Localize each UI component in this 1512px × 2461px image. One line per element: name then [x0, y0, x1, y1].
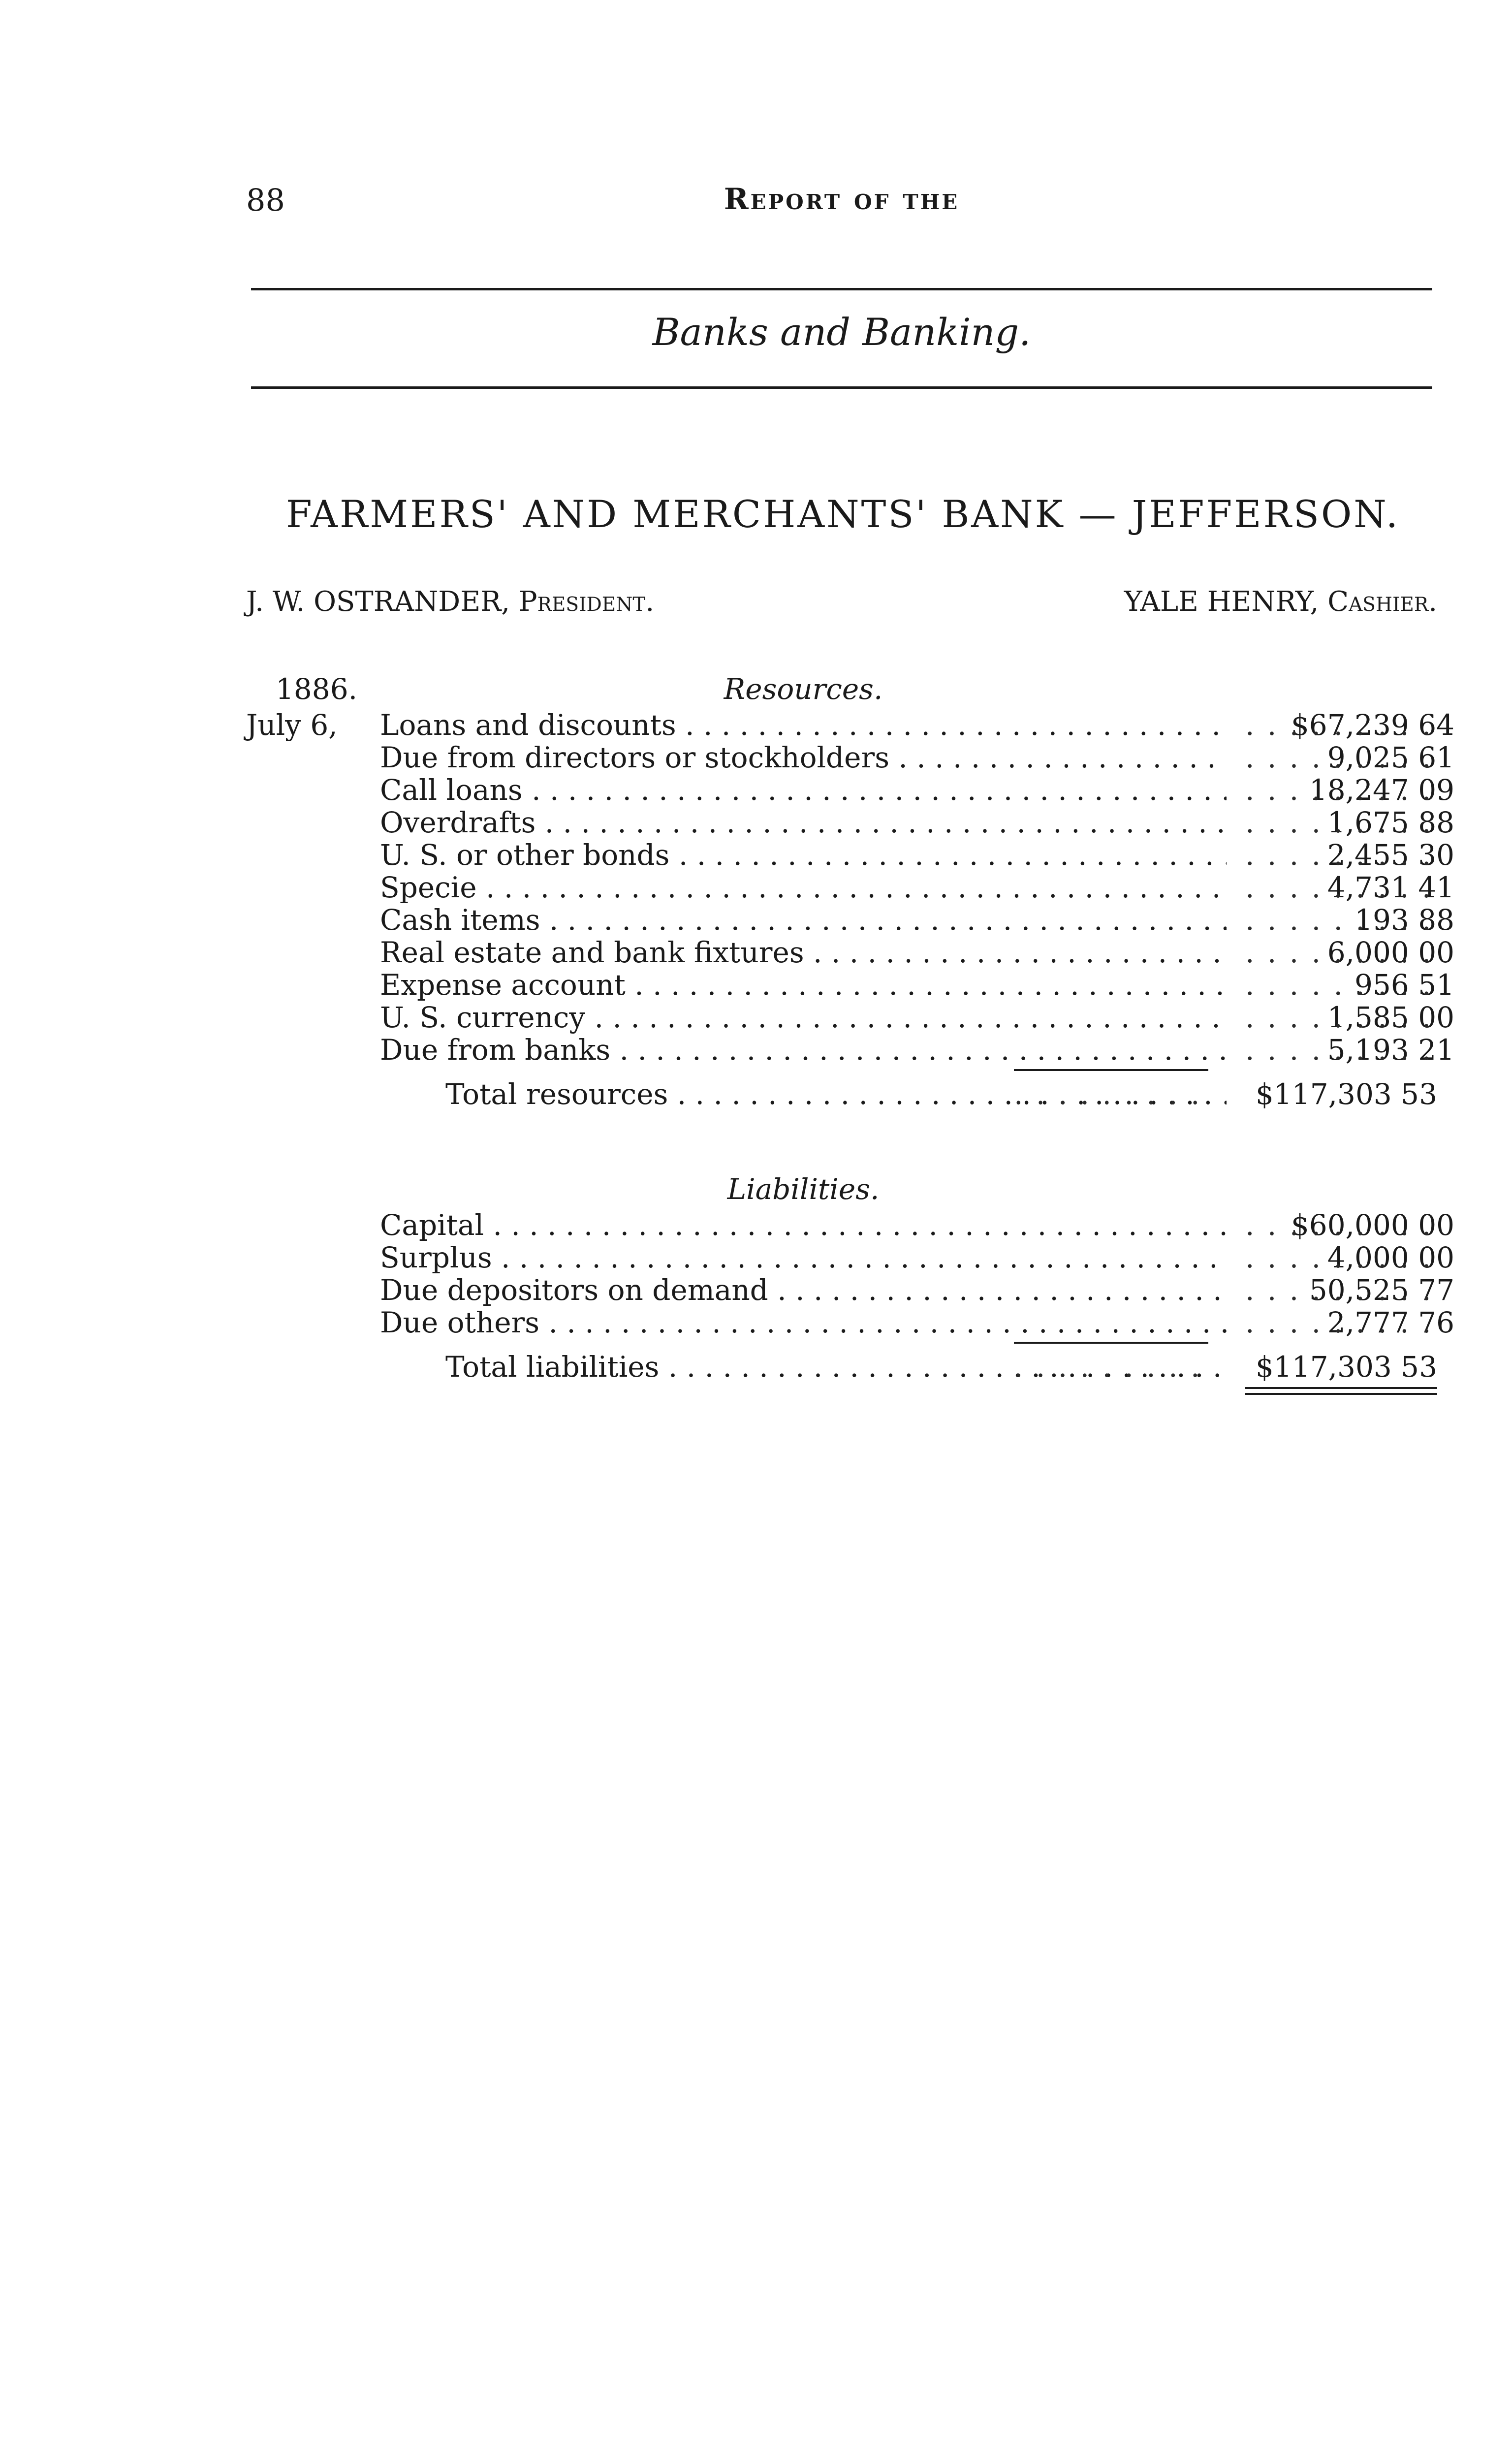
- dot-leader: [1245, 871, 1437, 904]
- liability-label: Capital . . .: [380, 1209, 1227, 1241]
- resource-label: Specie . . .: [380, 871, 1227, 904]
- resource-label: Due from directors or stockholders . . .: [380, 741, 1227, 774]
- resource-label: Cash items . . .: [380, 904, 1227, 936]
- total-resources-label: Total resources . . .: [445, 1078, 1227, 1110]
- total-liabilities-row: [246, 1351, 1437, 1383]
- resources-heading: Resources.: [724, 672, 883, 706]
- dot-leader: [1245, 774, 1437, 806]
- resource-amount: 5,193 21: [1327, 1033, 1454, 1067]
- header-rule-top: [251, 288, 1432, 290]
- officers-line: [246, 586, 1437, 625]
- dot-leader: [1245, 904, 1437, 936]
- cashier-name: YALE HENRY,: [1124, 586, 1319, 618]
- resource-amount: 193 88: [1354, 903, 1454, 937]
- table-row: [246, 1001, 1454, 1034]
- dot-leader: [1245, 1034, 1437, 1066]
- liability-amount: 2,777 76: [1327, 1306, 1454, 1339]
- resource-label: Due from banks . . .: [380, 1034, 1227, 1066]
- resource-label: Real estate and bank fixtures . . .: [380, 936, 1227, 969]
- dot-leader: [1014, 1078, 1208, 1110]
- resource-amount: 956 51: [1354, 968, 1454, 1002]
- resource-label: Overdrafts . . .: [380, 806, 1227, 839]
- statement-date: July 6,: [246, 708, 338, 742]
- running-head: [246, 182, 1437, 231]
- dot-leader: [1014, 1351, 1208, 1383]
- resource-label: Call loans . . .: [380, 774, 1227, 806]
- table-row: [246, 871, 1454, 904]
- table-row: [246, 741, 1454, 774]
- liabilities-sum-rule: [1014, 1342, 1208, 1344]
- president: [246, 586, 654, 618]
- liability-label: Due others . . .: [380, 1306, 1227, 1339]
- resource-amount: 1,675 88: [1327, 806, 1454, 839]
- page-number: 88: [246, 182, 285, 218]
- resource-amount: 9,025 61: [1327, 741, 1454, 774]
- resource-amount: $67,239 64: [1291, 708, 1454, 742]
- resource-amount: 1,585 00: [1327, 1001, 1454, 1034]
- resource-label: U. S. or other bonds . . .: [380, 839, 1227, 871]
- liability-label: Due depositors on demand . . .: [380, 1274, 1227, 1306]
- table-row: [246, 936, 1454, 969]
- liabilities-heading-row: [246, 1169, 1437, 1209]
- running-title: Report of the: [724, 182, 960, 217]
- statement-table: [246, 669, 1454, 1395]
- spacer: [246, 1110, 1437, 1169]
- liabilities-heading: Liabilities.: [727, 1172, 880, 1206]
- resource-amount: 2,455 30: [1327, 838, 1454, 872]
- table-row: [246, 1033, 1454, 1067]
- section-title: Banks and Banking.: [652, 310, 1031, 354]
- resources-list: [246, 708, 1454, 1067]
- liability-amount: 4,000 00: [1327, 1241, 1454, 1274]
- resource-amount: 4,731 41: [1327, 871, 1454, 904]
- final-double-rule-row: [246, 1383, 1437, 1395]
- dot-leader: [1245, 1306, 1437, 1339]
- table-row: [246, 806, 1454, 839]
- dot-leader: [1245, 1001, 1437, 1034]
- resources-sum-rule-row: [246, 1066, 1437, 1078]
- liability-amount: $60,000 00: [1291, 1208, 1454, 1242]
- dot-leader: [1245, 741, 1437, 774]
- final-double-rule: [1245, 1387, 1437, 1395]
- resource-amount: 6,000 00: [1327, 936, 1454, 969]
- cashier: [1124, 586, 1437, 618]
- dot-leader: [1245, 806, 1437, 839]
- bank-name: FARMERS' AND MERCHANTS' BANK — JEFFERSON.: [285, 492, 1400, 536]
- resource-label: Expense account . . .: [380, 969, 1227, 1001]
- president-name: J. W. OSTRANDER,: [246, 586, 510, 618]
- president-title: President.: [518, 586, 655, 618]
- total-liabilities-label: Total liabilities . . .: [445, 1351, 1227, 1383]
- total-resources-value: $117,303 53: [1256, 1077, 1437, 1111]
- dot-leader: [1245, 969, 1437, 1001]
- liabilities-list: [246, 1208, 1454, 1339]
- table-row: [246, 903, 1454, 937]
- resources-heading-row: [246, 669, 1437, 709]
- dot-leader: [1245, 936, 1437, 969]
- resources-sum-rule: [1014, 1069, 1208, 1071]
- statement-year: 1886.: [276, 672, 358, 706]
- table-row: [246, 773, 1454, 807]
- table-row: [246, 708, 1454, 742]
- table-row: [246, 838, 1454, 872]
- dot-leader: [1245, 1209, 1437, 1241]
- dot-leader: [1245, 1274, 1437, 1306]
- liability-label: Surplus . . .: [380, 1241, 1227, 1274]
- total-resources-row: [246, 1078, 1437, 1110]
- table-row: [246, 1241, 1454, 1274]
- liability-amount: 50,525 77: [1309, 1273, 1454, 1307]
- dot-leader: [1245, 709, 1437, 741]
- cashier-title: Cashier.: [1327, 586, 1437, 618]
- total-liabilities-value: $117,303 53: [1256, 1350, 1437, 1384]
- resource-label: Loans and discounts . . .: [380, 709, 1227, 741]
- table-row: [246, 1208, 1454, 1242]
- dot-leader: [1245, 1241, 1437, 1274]
- resource-amount: 18,247 09: [1309, 773, 1454, 807]
- table-row: [246, 1273, 1454, 1307]
- resource-label: U. S. currency . . .: [380, 1001, 1227, 1034]
- table-row: [246, 1306, 1454, 1339]
- dot-leader: [1245, 839, 1437, 871]
- table-row: [246, 968, 1454, 1002]
- liabilities-sum-rule-row: [246, 1339, 1437, 1351]
- header-rule-bottom: [251, 386, 1432, 389]
